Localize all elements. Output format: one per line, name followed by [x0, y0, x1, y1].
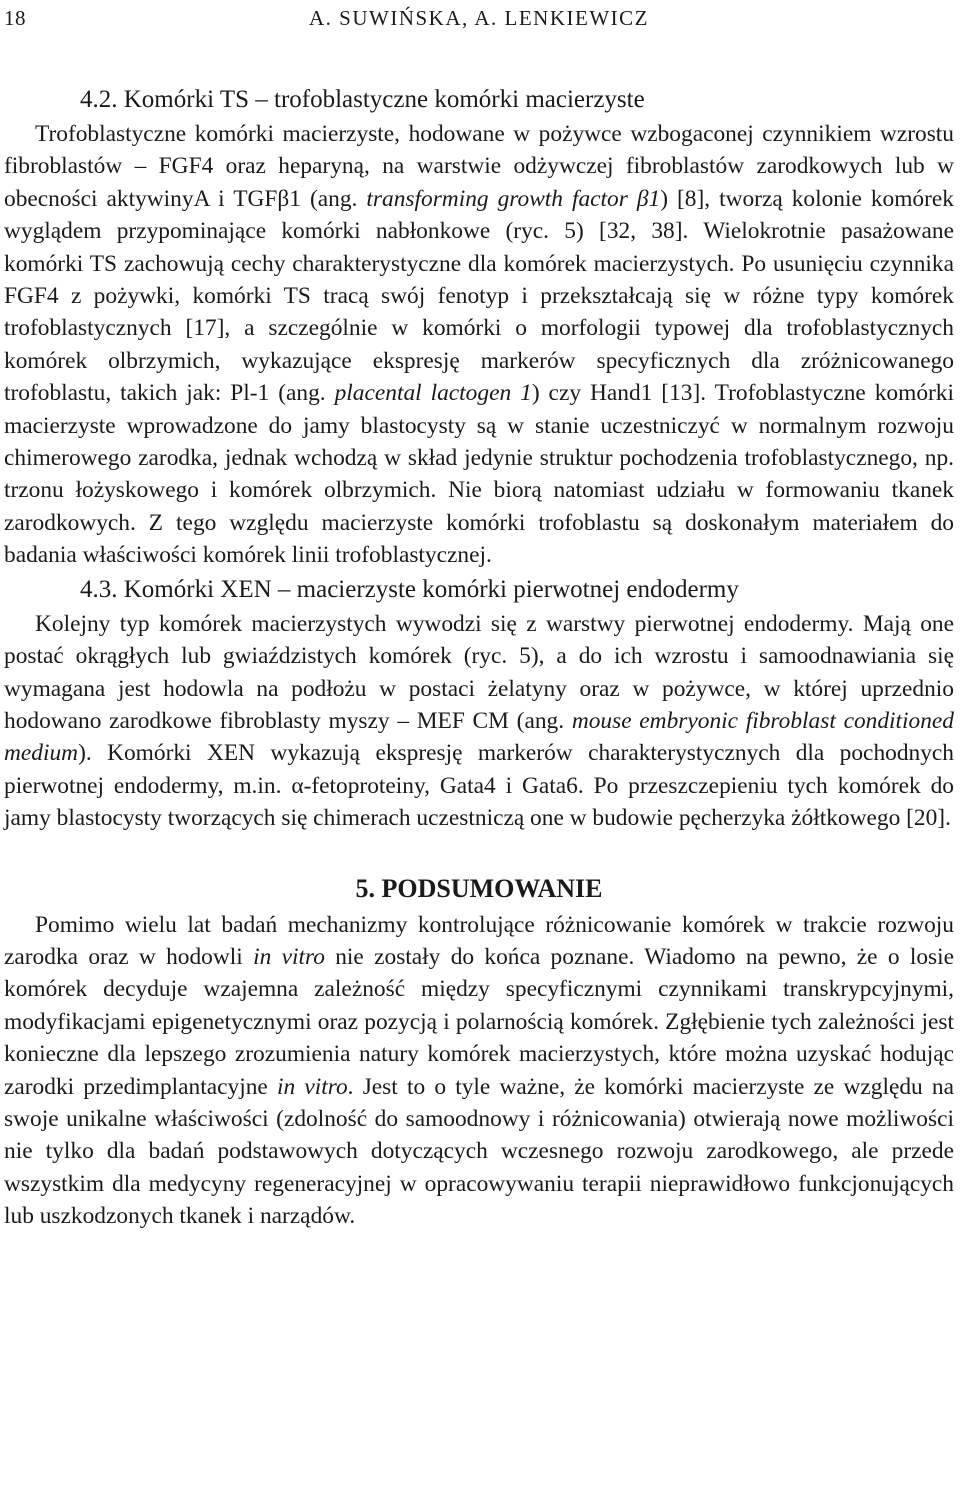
text-run: ) [8], tworzą kolonie komórek wyglądem przypominające komórki nabłonkowe (ryc. 5) [32, 38]. Wielokrotnie pasażowane komórki TS zachowują cechy charakterystyczne dla komórek macierzystych. Po usunięciu czynnika FGF4 z pożywki, komórki TS tracą swój fenotyp i przekształcają się w różne typy komórek trofoblastycznych [17], a szczególnie w komórki o morfologii typowej dla trofoblastycznych komórek olbrzymich, wykazujące ekspresję markerów specyficznych dla zróżnicowanego trofoblastu, takich jak: Pl-1 (ang.	[4, 185, 954, 407]
section-heading-xen: 4.3. Komórki XEN – macierzyste komórki pierwotnej endodermy	[80, 575, 739, 603]
italic-term: placental lactogen 1	[334, 380, 532, 407]
italic-term: in vitro	[253, 943, 325, 970]
text-run: ) czy Hand1 [13]. Trofoblastyczne komórki macierzyste wprowadzone do jamy blastocysty są w stanie uczestniczyć w normalnym rozwoju chimerowego zarodka, jednak wchodzą w skład jedynie struktur pochodzenia trofoblastycznego, np. trzonu łożyskowego i komórek olbrzymich. Nie biorą natomiast udziału w formowaniu tkanek zarodkowych. Z tego względu macierzyste komórki trofoblastu są doskonałym materiałem do badania właściwości komórek linii trofoblastycznej.	[4, 380, 955, 569]
paragraph-summary	[4, 909, 954, 1233]
running-head	[4, 6, 954, 30]
page-content	[4, 82, 954, 1233]
text-run: Pomimo wielu lat badań mechanizmy kontrolujące różnicowanie komórek w trakcie rozwoju zarodka oraz w hodowli	[4, 911, 954, 970]
text-run: . Jest to o tyle ważne, że komórki macierzyste ze względu na swoje unikalne właściwości (zdolność do samoodnowy i różnicowania) otwierają nowe możliwości nie tylko dla badań podstawowych dotyczących wczesnego rozwoju zarodkowego, ale przede wszystkim dla medycyny regeneracyjnej w opracowywaniu terapii nieprawidłowo funkcjonujących lub uszkodzonych tkanek i narządów.	[4, 1073, 954, 1230]
text-run: Trofoblastyczne komórki macierzyste, hodowane w pożywce wzbogaconej czynnikiem wzrostu fibroblastów – FGF4 oraz heparyną, na warstwie odżywczej fibroblastów zarodkowych lub w obecności aktywinyA i TGFβ1 (ang.	[4, 121, 954, 212]
paragraph-xen	[4, 608, 954, 835]
running-head-authors: A. SUWIŃSKA, A. LENKIEWICZ	[309, 6, 649, 30]
text-run: nie zostały do końca poznane. Wiadomo na pewno, że o losie komórek decyduje wzajemna zależność między specyficznymi czynnikami transkrypcyjnymi, modyfikacjami epigenetycznymi oraz pozycją i polarnością komórek. Zgłębienie tych zależności jest konieczne dla lepszego zrozumienia natury komórek macierzystych, które można uzyskać hodując zarodki przedimplantacyjne	[4, 943, 955, 1100]
section-heading-ts: 4.2. Komórki TS – trofoblastyczne komórki macierzyste	[80, 86, 645, 113]
section-heading-summary: 5. PODSUMOWANIE	[355, 873, 603, 903]
text-run: Kolejny typ komórek macierzystych wywodzi się z warstwy pierwotnej endodermy. Mają one postać okrągłych lub gwiaździstych komórek (ryc. 5), a do ich wzrostu i samoodnawiania się wymagana jest hodowla na podłożu w postaci żelatyny oraz w pożywce, w której uprzednio hodowano zarodkowe fibroblasty myszy – MEF CM (ang.	[4, 610, 954, 734]
italic-term: mouse embryonic fibroblast conditioned medium	[4, 707, 955, 767]
italic-term: transforming growth factor β1	[366, 185, 661, 212]
paragraph-ts	[4, 118, 954, 572]
page-number: 18	[4, 6, 26, 30]
italic-term: in vitro	[276, 1073, 348, 1100]
text-run: ). Komórki XEN wykazują ekspresję markerów charakterystycznych dla pochodnych pierwotnej endodermy, m.in. α-fetoproteiny, Gata4 i Gata6. Po przeszczepieniu tych komórek do jamy blastocysty tworzących się chimerach uczestniczą one w budowie pęcherzyka żółtkowego [20].	[4, 740, 954, 832]
